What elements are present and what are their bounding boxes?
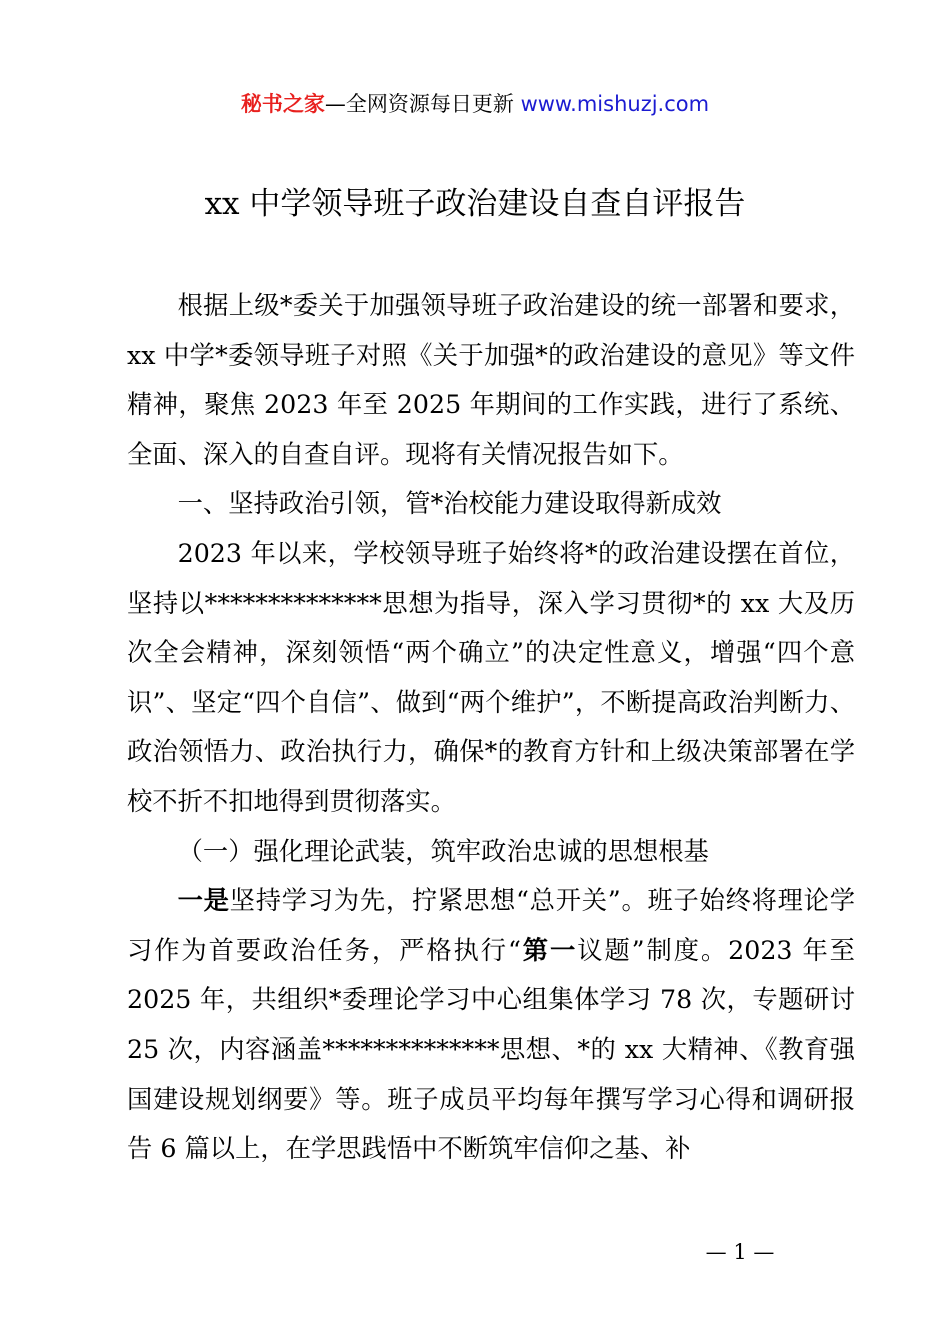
section-paragraph: 2023 年以来，学校领导班子始终将*的政治建设摆在首位，坚持以**************思想为指导，深入学习贯彻*的 xx 大及历次全会精神，深刻领悟“两个确立”的决定性意义，增强“四个意识”、坚定“四个自信”、做到“两个维护”，不断提高政治判断力、政治领悟力、政治执行力，确保*的教育方针和上级决策部署在学校不折不扣地得到贯彻落实。 [127,538,855,816]
subsection-heading: （一）强化理论武装，筑牢政治忠诚的思想根基 [177,836,709,866]
intro-paragraph: 根据上级*委关于加强领导班子政治建设的统一部署和要求，xx 中学*委领导班子对照《关于加强*的政治建设的意见》等文件精神，聚焦 2023 年至 2025 年期间的工作实践，进行了系统、全面、深入的自查自评。现将有关情况报告如下。 [127,291,855,469]
document-body [127,281,855,1174]
site-tagline: —全网资源每日更新 [324,92,521,116]
point-rest-text: 议题”制度。2023 年至 2025 年，共组织*委理论学习中心组集体学习 78 次，专题研讨 25 次，内容涵盖**************思想、*的 xx 大精神、《教育强国建设规划纲要》等。班子成员平均每年撰写学习心得和调研报告 6 篇以上，在学思践悟中不断筑牢信仰之基、补 [127,935,855,1164]
point-emphasis: 第一 [520,934,578,965]
document-title: xx 中学领导班子政治建设自查自评报告 [204,186,746,222]
site-banner [0,86,950,122]
site-brand: 秘书之家 [240,92,325,116]
point-label: 一是 [177,885,230,916]
section-heading: 一、坚持政治引领，管*治校能力建设取得新成效 [177,489,722,519]
page-number: — 1 — [705,1240,775,1264]
point-lead-text: 坚持学习为先，拧紧思想“总开关”。班子始终将理论学习作为首要政治任务，严格执行“ [127,886,855,965]
site-url-link[interactable]: www.mishuzj.com [520,92,710,116]
point-paragraph [127,876,855,1174]
